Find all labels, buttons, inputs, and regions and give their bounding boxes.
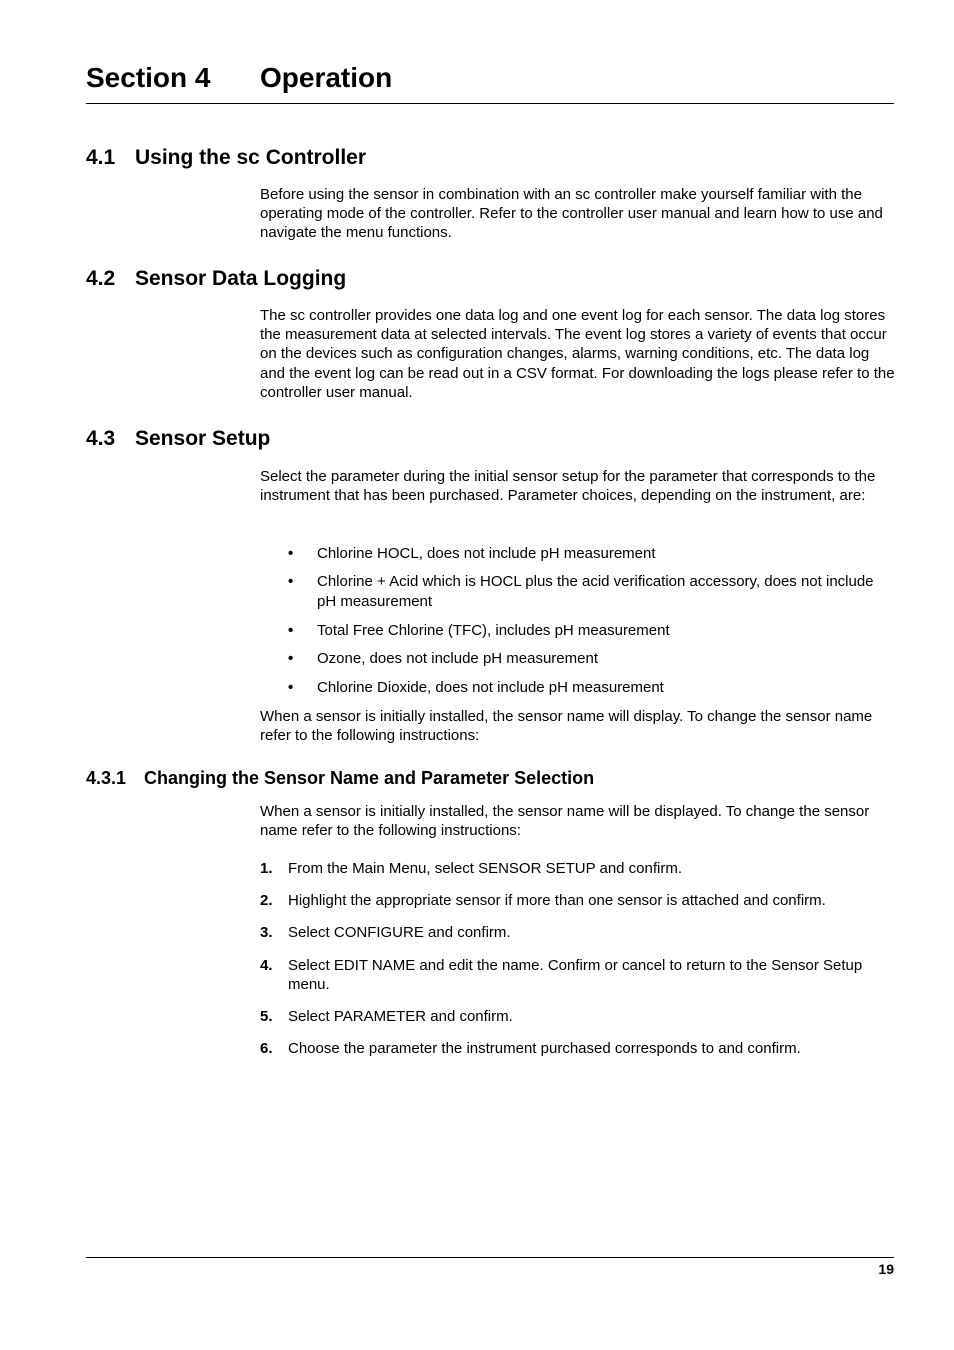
- step-item: [260, 956, 880, 994]
- paragraph-4-1: Before using the sensor in combination with an sc controller make yourself familiar with the operating mode of the controller. Refer to the controller user manual and learn how to use and navigate the menu functions.: [260, 186, 883, 242]
- list-item-text: Ozone, does not include pH measurement: [317, 650, 598, 667]
- step-item: [260, 859, 880, 878]
- paragraph-4-3-outro: When a sensor is initially installed, the sensor name will display. To change the sensor name refer to the following instructions:: [260, 708, 873, 745]
- list-item: [288, 544, 888, 564]
- step-item: [260, 891, 880, 910]
- list-item: [288, 572, 888, 612]
- footer-divider: [86, 1257, 894, 1258]
- heading-4-1: [86, 145, 366, 171]
- heading-number: 4.2: [86, 267, 116, 290]
- step-number: 4.: [260, 957, 273, 974]
- list-item: [288, 649, 888, 669]
- bullet-marker: •: [288, 573, 294, 590]
- list-item-text: Chlorine Dioxide, does not include pH measurement: [317, 679, 664, 696]
- heading-number: 4.1: [86, 146, 116, 169]
- step-number: 6.: [260, 1040, 273, 1057]
- paragraph-4-2: The sc controller provides one data log and one event log for each sensor. The data log stores the measurement data at selected intervals. The event log stores a variety of events that occur on the devices such as configuration changes, alarms, warning conditions, etc. The data log and the event log can be read out in a CSV format. For downloading the logs please refer to the controller user manual.: [260, 307, 895, 401]
- heading-number: 4.3.1: [86, 768, 127, 788]
- step-text: Select EDIT NAME and edit the name. Confirm or cancel to return to the Sensor Setup menu.: [288, 957, 863, 994]
- step-text: From the Main Menu, select SENSOR SETUP and confirm.: [288, 860, 683, 877]
- page-number: 19: [878, 1261, 894, 1277]
- bullet-marker: •: [288, 622, 294, 639]
- step-number: 2.: [260, 892, 273, 909]
- step-text: Select CONFIGURE and confirm.: [288, 924, 511, 941]
- step-text: Highlight the appropriate sensor if more than one sensor is attached and confirm.: [288, 892, 826, 909]
- section-header: [86, 60, 894, 104]
- list-item-text: Total Free Chlorine (TFC), includes pH measurement: [317, 622, 670, 639]
- heading-title: Changing the Sensor Name and Parameter Selection: [144, 768, 595, 788]
- step-text: Select PARAMETER and confirm.: [288, 1008, 513, 1025]
- bullet-marker: •: [288, 679, 294, 696]
- paragraph-4-3-intro: Select the parameter during the initial sensor setup for the parameter that corresponds to the instrument that has been purchased. Parameter choices, depending on the instrument, are:: [260, 468, 876, 505]
- heading-title: Sensor Data Logging: [135, 267, 347, 290]
- step-item: [260, 1007, 880, 1026]
- section-title: Operation: [260, 62, 393, 93]
- heading-4-2: [86, 266, 346, 292]
- heading-number: 4.3: [86, 427, 116, 450]
- step-item: [260, 923, 880, 942]
- bullet-marker: •: [288, 545, 294, 562]
- list-item-text: Chlorine + Acid which is HOCL plus the acid verification accessory, does not include pH measurement: [317, 573, 874, 610]
- step-number: 3.: [260, 924, 273, 941]
- step-text: Choose the parameter the instrument purchased corresponds to and confirm.: [288, 1040, 801, 1057]
- section-number: Section 4: [86, 62, 211, 93]
- heading-4-3-1: [86, 767, 594, 789]
- paragraph-4-3-1-intro: When a sensor is initially installed, the sensor name will be displayed. To change the sensor name refer to the following instructions:: [260, 803, 870, 840]
- heading-4-3: [86, 426, 270, 452]
- bullet-marker: •: [288, 650, 294, 667]
- step-number: 5.: [260, 1008, 273, 1025]
- list-item-text: Chlorine HOCL, does not include pH measurement: [317, 545, 656, 562]
- heading-title: Sensor Setup: [135, 427, 271, 450]
- list-item: [288, 621, 888, 641]
- step-number: 1.: [260, 860, 273, 877]
- step-item: [260, 1039, 880, 1058]
- heading-title: Using the sc Controller: [135, 146, 367, 169]
- list-item: [288, 678, 888, 698]
